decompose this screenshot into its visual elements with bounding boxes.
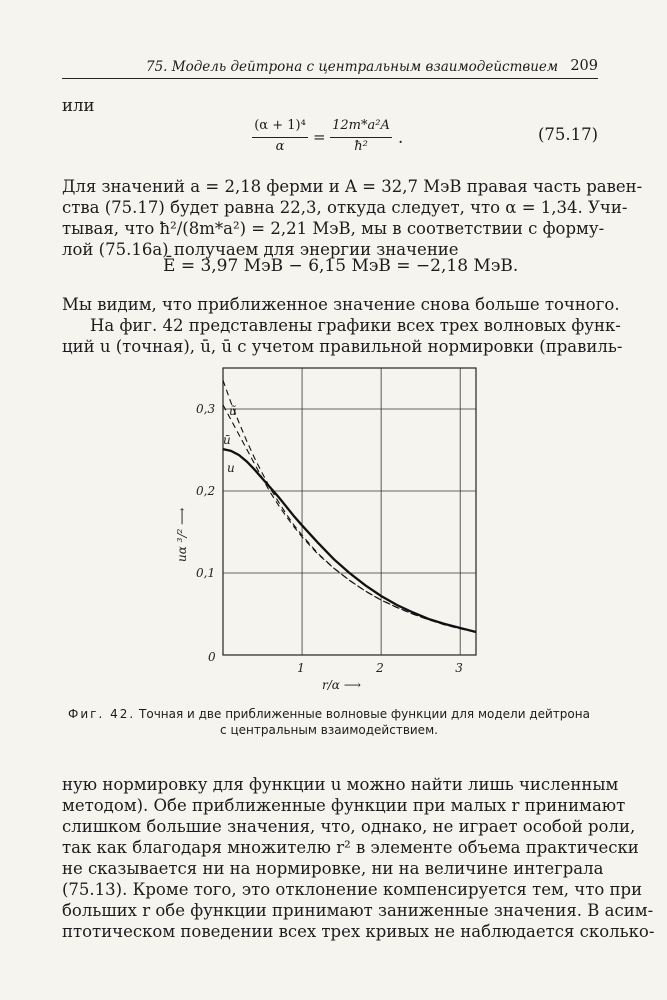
y-axis-label: uα ³/² ⟶ bbox=[175, 507, 189, 562]
paragraph-1-line: лой (75.16а) получаем для энергии значение bbox=[62, 240, 459, 259]
chart-grid bbox=[223, 368, 476, 655]
equation-equals: = bbox=[313, 128, 326, 146]
paragraph-3-line: так как благодаря множителю r² в элементе объема практически bbox=[62, 838, 639, 857]
curve-label: ū bbox=[223, 433, 231, 447]
energy-equation: Ē = 3,97 МэВ − 6,15 МэВ = −2,18 МэВ. bbox=[163, 256, 519, 276]
x-tick-label: 2 bbox=[376, 661, 384, 675]
running-header-title: 75. Модель дейтрона с центральным взаимодействием bbox=[146, 59, 559, 75]
paragraph-1-line: тывая, что ħ²/(8m*a²) = 2,21 МэВ, мы в соответствии с форму- bbox=[62, 219, 605, 238]
paragraph-3-line: слишком большие значения, что, однако, не играет особой роли, bbox=[62, 817, 636, 836]
equation-left-numerator: (α + 1)⁴ bbox=[254, 118, 306, 133]
paragraph-3-line: методом). Обе приближенные функции при малых r принимают bbox=[62, 796, 626, 815]
page-number: 209 bbox=[570, 58, 598, 74]
figure-caption-text: Точная и две приближенные волновые функции для модели дейтрона bbox=[139, 707, 590, 721]
equation-label: (75.17) bbox=[538, 125, 599, 144]
plot-frame bbox=[223, 368, 476, 655]
series-line bbox=[223, 380, 476, 632]
x-tick-label: 3 bbox=[455, 661, 463, 675]
series-line bbox=[223, 405, 476, 632]
equation-trailing: . bbox=[398, 128, 404, 147]
paragraph-3-line: не сказывается ни на нормировке, ни на величине интеграла bbox=[62, 859, 604, 878]
intro-word: или bbox=[62, 96, 95, 115]
figure-caption-prefix: Фиг. 42. bbox=[68, 707, 136, 721]
curve-label: ũ bbox=[229, 404, 237, 418]
x-axis-label: r/α ⟶ bbox=[322, 678, 361, 692]
y-tick-label: 0,2 bbox=[196, 484, 216, 498]
figure-caption-line-2: с центральным взаимодействием. bbox=[220, 723, 438, 737]
paragraph-1-line: ства (75.17) будет равна 22,3, откуда следует, что α = 1,34. Учи- bbox=[62, 198, 628, 217]
chart-text bbox=[175, 402, 463, 692]
origin-label: 0 bbox=[208, 650, 216, 664]
equation-left-denominator: α bbox=[275, 139, 285, 154]
equation-right-denominator: ħ² bbox=[354, 139, 368, 154]
equation-right-numerator: 12m*a²A bbox=[332, 118, 390, 133]
paragraph-3-line: (75.13). Кроме того, это отклонение компенсируется тем, что при bbox=[62, 880, 643, 899]
curve-label: u bbox=[227, 461, 235, 475]
paragraph-1-line: Для значений a = 2,18 ферми и A = 32,7 МэВ правая часть равен- bbox=[62, 177, 643, 196]
x-tick-label: 1 bbox=[297, 661, 305, 675]
paragraph-3-line: птотическом поведении всех трех кривых не наблюдается сколько- bbox=[62, 922, 655, 941]
paragraph-2-line: ций u (точная), ū, ū с учетом правильной нормировки (правиль- bbox=[62, 337, 623, 356]
paragraph-3-line: больших r обе функции принимают заниженные значения. В асим- bbox=[62, 901, 654, 920]
figure-caption-line-1 bbox=[62, 706, 596, 723]
paragraph-3-line: ную нормировку для функции u можно найти лишь численным bbox=[62, 775, 619, 794]
paragraph-2-line: Мы видим, что приближенное значение снова больше точного. bbox=[62, 295, 620, 314]
y-tick-label: 0,1 bbox=[196, 566, 216, 580]
paragraph-2-line: На фиг. 42 представлены графики всех трех волновых функ- bbox=[90, 316, 621, 335]
y-tick-label: 0,3 bbox=[196, 402, 216, 416]
chart-series bbox=[223, 380, 476, 632]
